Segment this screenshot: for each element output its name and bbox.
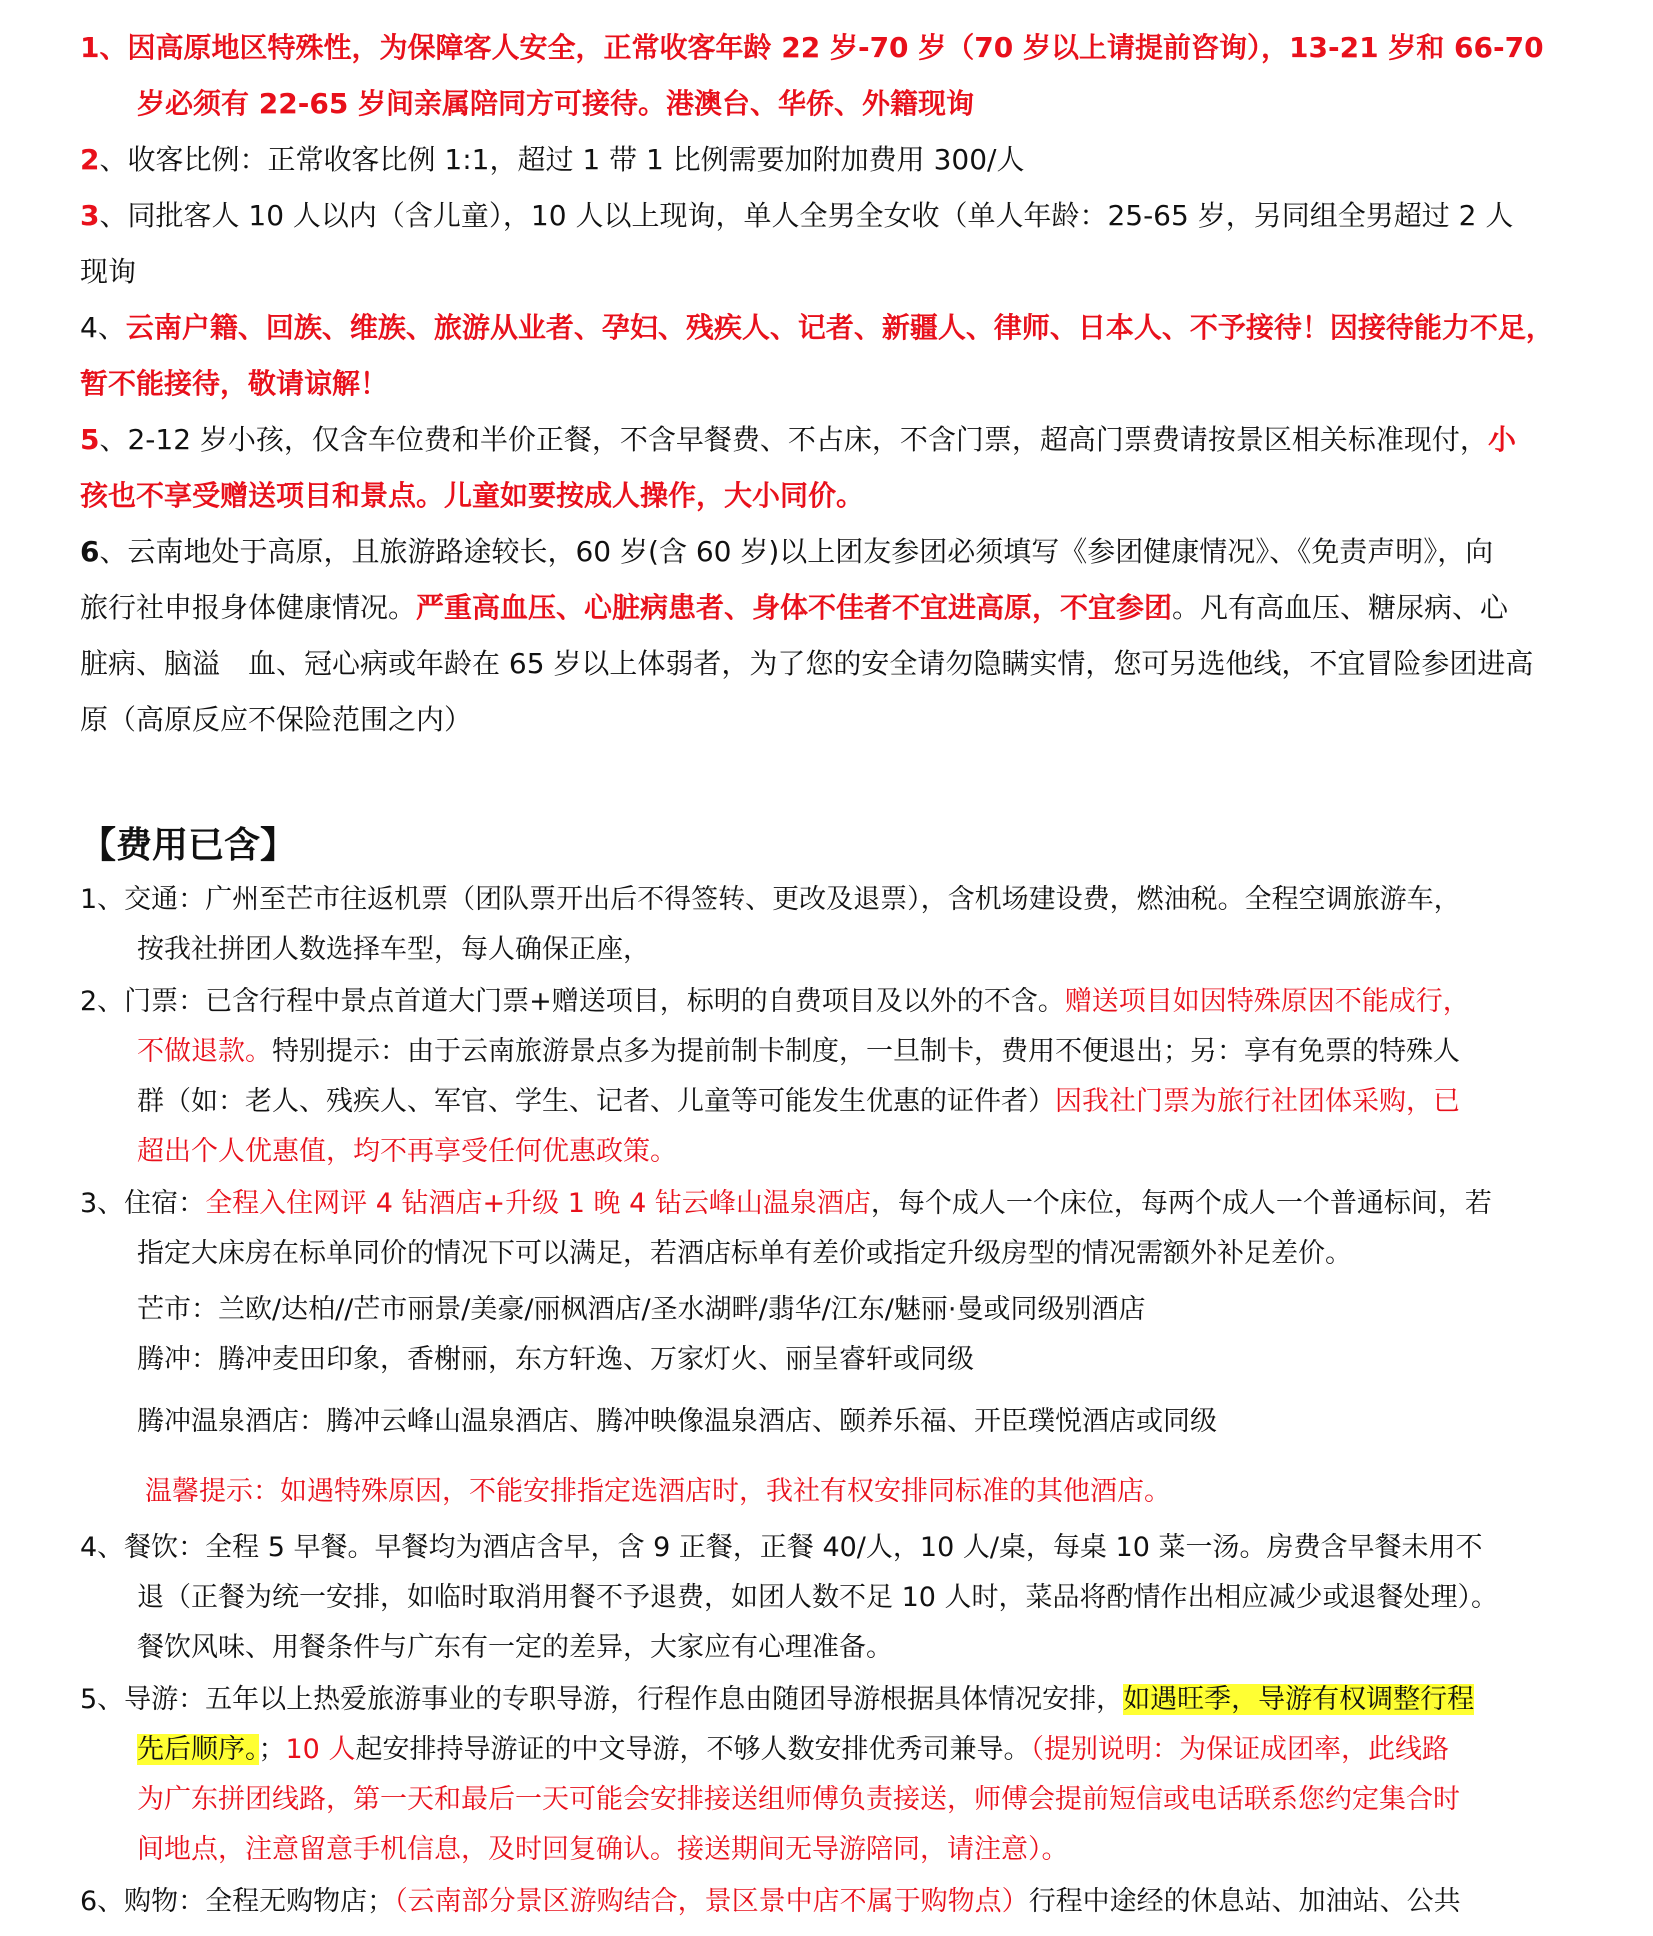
note-1-line-2: 岁必须有 22-65 岁间亲属陪同方可接待。港澳台、华侨、外籍现询: [137, 87, 975, 120]
note-4-line-2: 暂不能接待，敬请谅解！: [80, 367, 389, 400]
fee-5-line-2: [137, 1730, 1449, 1770]
note-2-number: 2: [80, 143, 100, 176]
fees-included-heading: 【费用已含】: [80, 825, 297, 866]
fee-3-line-2: 指定大床房在标单同价的情况下可以满足，若酒店标单有差价或指定升级房型的情况需额外补足差价。: [137, 1238, 1352, 1269]
note-6-warning: 严重高血压、心脏病患者、身体不佳者不宜进高原，不宜参团: [416, 591, 1173, 624]
note-1-line-1: 1、因高原地区特殊性，为保障客人安全，正常收客年龄 22 岁-70 岁（70 岁以上请提前咨询），13-21 岁和 66-70: [80, 31, 1544, 64]
fee-4-line-2: 退（正餐为统一安排，如临时取消用餐不予退费，如团人数不足 10 人时，菜品将酌情作出相应减少或退餐处理）。: [137, 1582, 1499, 1613]
fee-2-group-text: 群（如：老人、残疾人、军官、学生、记者、儿童等可能发生优惠的证件者）: [137, 1086, 1055, 1117]
fee-6-tail: 行程中途经的休息站、加油站、公共: [1028, 1886, 1461, 1917]
note-6-number: 6: [80, 535, 100, 568]
fee-2-red-note: 因我社门票为旅行社团体采购，已: [1055, 1086, 1460, 1117]
fee-6-line-1: [80, 1882, 1461, 1922]
note-2: [80, 140, 1024, 180]
fee-3-text: ，每个成人一个床位，每两个成人一个普通标间，若: [870, 1188, 1492, 1219]
note-5-text: 、2-12 岁小孩，仅含车位费和半价正餐，不含早餐费、不占床，不含门票，超高门票费请按景区相关标准现付，: [99, 423, 1488, 456]
fee-4-line-3: 餐饮风味、用餐条件与广东有一定的差异，大家应有心理准备。: [137, 1632, 893, 1663]
fee-1-line-2: 按我社拼团人数选择车型，每人确保正座，: [137, 934, 650, 965]
note-5-line-1: [80, 420, 1516, 460]
fee-6-red-note: （云南部分景区游购结合，景区景中店不属于购物点）: [394, 1886, 1029, 1917]
note-6-line-4: 原（高原反应不保险范围之内）: [80, 703, 473, 736]
note-6-line-1: [80, 532, 1493, 572]
fee-2-no-refund: 不做退款。: [137, 1036, 272, 1067]
fee-3-warm-tip: 温馨提示：如遇特殊原因，不能安排指定选酒店时，我社有权安排同标准的其他酒店。: [145, 1476, 1171, 1507]
note-2-text: 、收客比例：正常收客比例 1:1，超过 1 带 1 比例需要加附加费用 300/人: [99, 143, 1025, 176]
note-5-number: 5: [80, 423, 100, 456]
fee-2-line-1: [80, 982, 1470, 1022]
fee-5-semicolon: ；: [258, 1734, 286, 1765]
fee-5-count: 10 人: [285, 1734, 356, 1765]
fee-2-red-text: 赠送项目如因特殊原因不能成行，: [1064, 986, 1470, 1017]
note-3-text: 、同批客人 10 人以内（含儿童），10 人以上现询，单人全男全女收（单人年龄：25-65 岁，另同组全男超过 2 人: [99, 199, 1514, 232]
fee-5-line-3: 为广东拼团线路，第一天和最后一天可能会安排接送组师傅负责接送，师傅会提前短信或电话联系您约定集合时: [137, 1784, 1460, 1815]
note-4-number: 4、: [80, 311, 126, 344]
fee-3-mangshi-hotels: 芒市：兰欧/达柏//芒市丽景/美豪/丽枫酒店/圣水湖畔/翡华/江东/魅丽·曼或同级别酒店: [137, 1294, 1146, 1325]
fee-5-line-1: [80, 1680, 1474, 1720]
fee-5-guide-text: 起安排持导游证的中文导游，不够人数安排优秀司兼导。: [355, 1734, 1031, 1765]
fee-2-line-2: [137, 1032, 1460, 1072]
fee-1-line-1: 1、交通：广州至芒市往返机票（团队票开出后不得签转、更改及退票），含机场建设费，燃油税。全程空调旅游车，: [80, 884, 1461, 915]
note-5-line-2: 孩也不享受赠送项目和景点。儿童如要按成人操作，大小同价。: [80, 479, 865, 512]
fee-3-tengchong-hotels: 腾冲：腾冲麦田印象，香榭丽，东方轩逸、万家灯火、丽呈睿轩或同级: [137, 1344, 974, 1375]
fee-5-text: 5、导游：五年以上热爱旅游事业的专职导游，行程作息由随团导游根据具体情况安排，: [80, 1684, 1124, 1715]
fee-5-special-note: （提别说明：为保证成团率，此线路: [1030, 1734, 1449, 1765]
note-6-text: 、云南地处于高原，且旅游路途较长，60 岁(含 60 岁)以上团友参团必须填写《参团健康情况》、《免责声明》，向: [99, 535, 1494, 568]
note-3-number: 3: [80, 199, 100, 232]
fee-2-line-3: [137, 1082, 1460, 1122]
note-5-red-tail: 小: [1487, 423, 1516, 456]
note-6-text-b: 。凡有高血压、糖尿病、心: [1172, 591, 1509, 624]
fee-4-line-1: 4、餐饮：全程 5 早餐。早餐均为酒店含早，含 9 正餐，正餐 40/人，10 人/桌，每桌 10 菜一汤。房费含早餐未用不: [80, 1532, 1483, 1563]
fee-3-hotspring-hotels: 腾冲温泉酒店：腾冲云峰山温泉酒店、腾冲映像温泉酒店、颐养乐福、开臣璞悦酒店或同级: [137, 1406, 1217, 1437]
fee-3-hotel-red: 全程入住网评 4 钻酒店+升级 1 晚 4 钻云峰山温泉酒店: [205, 1188, 871, 1219]
note-6-line-2: [80, 588, 1508, 628]
fee-2-text: 2、门票：已含行程中景点首道大门票+赠送项目，标明的自费项目及以外的不含。: [80, 986, 1065, 1017]
note-6-text-a: 旅行社申报身体健康情况。: [80, 591, 417, 624]
fee-5-highlight-2: 先后顺序。: [137, 1734, 259, 1765]
note-3-line-2: 现询: [80, 255, 137, 288]
fee-6-text: 6、购物：全程无购物店；: [80, 1886, 395, 1917]
fee-3-line-1: [80, 1184, 1492, 1224]
fee-2-line-4: 超出个人优惠值，均不再享受任何优惠政策。: [137, 1136, 677, 1167]
fee-5-line-4: 间地点，注意留意手机信息，及时回复确认。接送期间无导游陪同，请注意）。: [137, 1834, 1069, 1865]
fee-2-special-note: 特别提示：由于云南旅游景点多为提前制卡制度，一旦制卡，费用不便退出；另：享有免票的特殊人: [272, 1036, 1460, 1067]
fee-3-label: 3、住宿：: [80, 1188, 206, 1219]
note-3-line-1: [80, 196, 1513, 236]
fee-5-highlight: 如遇旺季，导游有权调整行程: [1123, 1684, 1475, 1715]
note-4-text: 云南户籍、回族、维族、旅游从业者、孕妇、残疾人、记者、新疆人、律师、日本人、不予接待！因接待能力不足，: [125, 311, 1554, 344]
note-4-line-1: [80, 308, 1554, 348]
note-6-line-3: 脏病、脑溢 血、冠心病或年龄在 65 岁以上体弱者，为了您的安全请勿隐瞒实情，您可另选他线，不宜冒险参团进高: [80, 647, 1534, 680]
